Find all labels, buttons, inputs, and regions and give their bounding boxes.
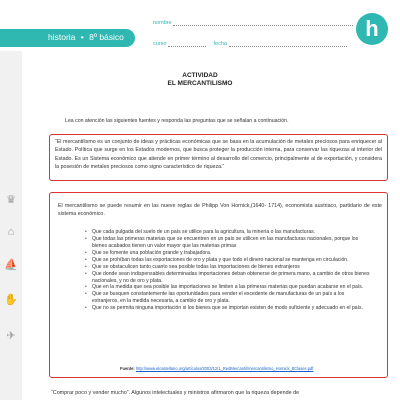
- grade-label: 8º básico: [89, 32, 124, 42]
- list-item: • Que no se permita ninguna importación si los bienes que se importan existen de modo suficiente y adecuado en el país.: [85, 305, 363, 312]
- quote-text: “El mercantilismo es un conjunto de ideas y prácticas económicas que se basa en la acumulación de metales preciosos para enriquecer al Estado. Política que surge en los Estados modernos, que busca proteger la producción interna, para conservar las riquezas al interior del Estado. Es un Sistema económico que atiende en primer término al desarrollo del comercio, principalmente al de exportación, y considera la posesión de metales preciosos como signo característico de riqueza.”: [55, 139, 382, 171]
- list-item: • Que todas las primeras materias que se encuentren en un país se utilicen en las manufacturas nacionales, porque los bienes acabados tienen un valor mayor que las materias primas: [85, 236, 359, 249]
- source-intro: El mercantilismo se puede resumir en las nueve reglas de Philipp Von Hornick,(1640- 1714), economista austriaco, partidario de este sistema económico.: [58, 203, 382, 217]
- date-line[interactable]: [229, 42, 347, 47]
- activity-title: ACTIVIDAD: [182, 72, 218, 79]
- ship-icon: ⛵: [4, 259, 18, 271]
- source-box: [49, 192, 388, 378]
- subject-label: [48, 32, 127, 42]
- name-line[interactable]: [173, 21, 353, 26]
- date-label: fecha: [213, 41, 227, 47]
- subject-name: historia: [48, 32, 76, 42]
- list-item: • Que cada pulgada del suelo de un país se utilice para la agricultura, la minería o las manufacturas.: [85, 229, 316, 236]
- quote-box: [49, 134, 388, 181]
- course-label: curso: [153, 41, 167, 47]
- list-item: • Que se fomente una población grande y trabajadora.: [85, 249, 212, 256]
- list-item: • Que donde sean indispensables determinadas importaciones deban obtenerse de primera mano, a cambio de otros bienes nacionales, y no de oro y plata.: [85, 270, 370, 284]
- course-line[interactable]: [168, 42, 206, 47]
- source-citation: [120, 366, 313, 371]
- list-item: • Que en la medida que sea posible las importaciones se limiten a las primeras materias que puedan acabarse en el país.: [85, 284, 364, 291]
- source-link[interactable]: http://www.elcastellano.org/artículos/2003/12/1_RedMercantil/mercantilismo_Hornick_8Clases.pdf: [135, 366, 314, 371]
- arch-icon: ⌂: [7, 226, 15, 238]
- logo-letter: h: [365, 16, 379, 41]
- footer-paragraph: “Comprar poco y vender mucho”. Algunos intelectuales y ministros afirmaron que la riqueza depende de: [51, 390, 300, 396]
- instructions: Lea con atención las siguientes fuentes y responda las preguntas que se señalan a continuación.: [65, 118, 289, 124]
- subject-separator: •: [80, 32, 84, 42]
- course-field[interactable]: [153, 41, 347, 47]
- list-item: • Que se obstaculicen tanto cuanto sea posible todas las importaciones de bienes extranjeros: [85, 263, 300, 270]
- list-item: • Que se busquen constantemente las oportunidades para vender el excedente de manufacturas de un país a los extranjeros, en la medida necesaria, a cambio de oro y plata.: [85, 291, 345, 305]
- crown-icon: ♛: [6, 194, 16, 206]
- hand-icon: ✋: [4, 294, 18, 306]
- name-label: nombre: [153, 20, 172, 26]
- rules-list: [85, 229, 372, 312]
- source-label: Fuente:: [120, 366, 135, 371]
- plane-icon: ✈: [6, 330, 16, 342]
- name-field[interactable]: [153, 20, 353, 26]
- topic-title: EL MERCANTILISMO: [167, 80, 233, 87]
- list-item: • Que se prohíban todas las exportaciones de oro y plata y que todo el dinero nacional se mantenga en circulación.: [85, 256, 349, 263]
